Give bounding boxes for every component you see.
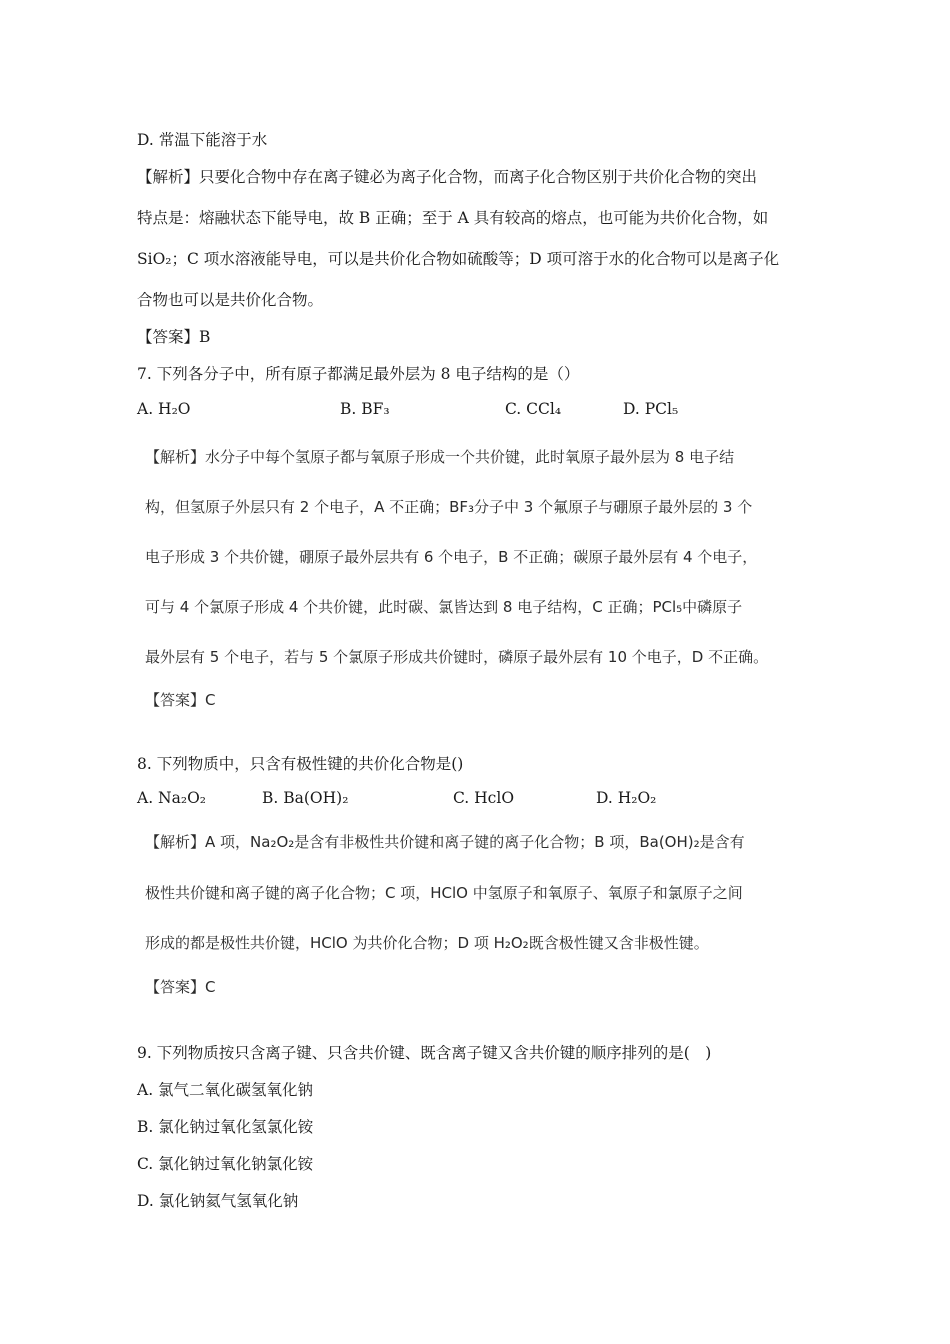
q6-analysis-line: 【解析】只要化合物中存在离子键必为离子化合物，而离子化合物区别于共价化合物的突出: [137, 168, 758, 186]
q7-analysis-line: 构，但氢原子外层只有 2 个电子，A 不正确；BF₃分子中 3 个氟原子与硼原子最外层的 3 个: [145, 498, 753, 516]
q8-option-b: B. Ba(OH)₂: [262, 789, 349, 807]
q9-option-d: D. 氯化钠氦气氢氧化钠: [137, 1192, 299, 1210]
q6-analysis-line: 特点是：熔融状态下能导电，故 B 正确；至于 A 具有较高的熔点，也可能为共价化合物，如: [137, 209, 769, 227]
q7-option-d: D. PCl₅: [623, 400, 679, 418]
q6-analysis-line: 合物也可以是共价化合物。: [137, 291, 324, 309]
q9-option-a: A. 氯气二氧化碳氢氧化钠: [137, 1081, 314, 1099]
q9-option-b: B. 氯化钠过氧化氢氯化铵: [137, 1118, 314, 1136]
q6-answer: 【答案】B: [137, 328, 211, 346]
q7-option-b: B. BF₃: [340, 400, 390, 418]
q7-option-c: C. CCl₄: [505, 400, 562, 418]
q8-answer: 【答案】C: [145, 978, 216, 996]
q7-option-a: A. H₂O: [137, 400, 191, 418]
q7-analysis-line: 【解析】水分子中每个氢原子都与氧原子形成一个共价键，此时氧原子最外层为 8 电子结: [145, 448, 735, 466]
q9-option-c: C. 氯化钠过氧化钠氯化铵: [137, 1155, 314, 1173]
q7-analysis-line: 最外层有 5 个电子，若与 5 个氯原子形成共价键时，磷原子最外层有 10 个电子，D 不正确。: [145, 648, 769, 666]
q8-question: 8. 下列物质中，只含有极性键的共价化合物是(): [137, 755, 464, 773]
q7-analysis-line: 电子形成 3 个共价键，硼原子最外层共有 6 个电子，B 不正确；碳原子最外层有 4 个电子，: [145, 548, 758, 566]
q8-option-a: A. Na₂O₂: [137, 789, 206, 807]
q9-question: 9. 下列物质按只含离子键、只含共价键、既含离子键又含共价键的顺序排列的是( ): [137, 1044, 712, 1062]
q8-option-c: C. HclO: [453, 789, 515, 807]
q8-analysis-line: 【解析】A 项，Na₂O₂是含有非极性共价键和离子键的离子化合物；B 项，Ba(OH)₂是含有: [145, 833, 745, 851]
q7-analysis-line: 可与 4 个氯原子形成 4 个共价键，此时碳、氯皆达到 8 电子结构，C 正确；PCl₅中磷原子: [145, 598, 743, 616]
q7-answer: 【答案】C: [145, 691, 216, 709]
q8-analysis-line: 形成的都是极性共价键，HClO 为共价化合物；D 项 H₂O₂既含极性键又含非极性键。: [145, 934, 709, 952]
q6-option-d: D. 常温下能溶于水: [137, 131, 268, 149]
q6-analysis-line: SiO₂；C 项水溶液能导电，可以是共价化合物如硫酸等；D 项可溶于水的化合物可以是离子化: [137, 250, 780, 268]
q7-question: 7. 下列各分子中，所有原子都满足最外层为 8 电子结构的是（）: [137, 365, 580, 383]
q8-analysis-line: 极性共价键和离子键的离子化合物；C 项，HClO 中氢原子和氧原子、氧原子和氯原子之间: [145, 884, 743, 902]
q8-option-d: D. H₂O₂: [596, 789, 657, 807]
